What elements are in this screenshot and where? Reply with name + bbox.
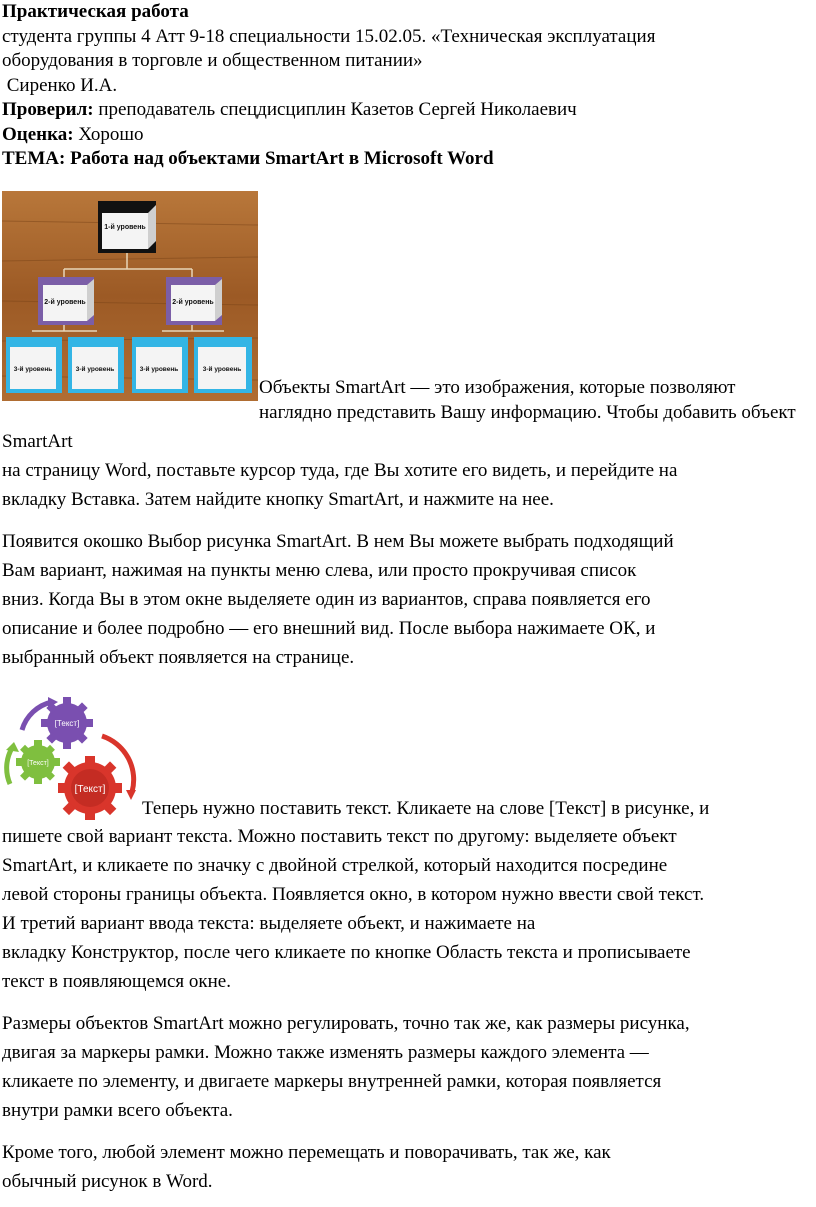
level2-box-left <box>38 277 94 325</box>
p4-line-1: Размеры объектов SmartArt можно регулировать, точно так же, как размеры рисунка, <box>2 1012 690 1034</box>
grade <box>2 123 814 148</box>
p4-line-2: двигая за маркеры рамки. Можно также изменять размеры каждого элемента — <box>2 1041 649 1063</box>
paragraph-4 <box>2 1009 814 1125</box>
level3-label-1: 3-й уровень <box>13 365 53 373</box>
level3-label-3: 3-й уровень <box>139 365 179 373</box>
level2-box-right <box>166 277 222 325</box>
grade-label: Оценка: <box>2 123 74 145</box>
red-gear <box>58 756 122 820</box>
smartart-hierarchy-image <box>2 191 258 401</box>
paragraph-2 <box>2 527 814 672</box>
level3-box-1 <box>6 337 62 393</box>
purple-gear-label: [Текст] <box>54 718 80 728</box>
p3-line-2: пишете свой вариант текста. Можно поставить текст по другому: выделяете объект <box>2 825 677 847</box>
p4-line-3: кликаете по элементу, и двигаете маркеры внутренней рамки, которая появляется <box>2 1070 662 1092</box>
grade-value: Хорошо <box>73 123 144 145</box>
checked-label: Проверил: <box>2 99 94 120</box>
p3-line-6: вкладку Конструктор, после чего кликаете по кнопке Область текста и прописываете <box>2 941 691 963</box>
p3-line-3: SmartArt, и кликаете по значку с двойной стрелкой, который находится посредине <box>2 854 668 876</box>
level1-label: 1-й уровень <box>104 223 146 231</box>
p2-line-2: Вам вариант, нажимая на пункты меню слева, или просто прокручивая список <box>2 559 637 581</box>
level2-label-right: 2-й уровень <box>172 298 214 306</box>
green-gear-label: [Текст] <box>27 759 49 767</box>
level1-box <box>98 201 156 253</box>
p2-line-3: вниз. Когда Вы в этом окне выделяете один из вариантов, справа появляется его <box>2 588 651 610</box>
student-line-2: оборудования в торговле и общественном питании» <box>2 50 423 71</box>
p4-line-4: внутри рамки всего объекта. <box>2 1099 233 1121</box>
topic-heading: ТЕМА: Работа над объектами SmartArt в Microsoft Word <box>2 148 494 169</box>
p5-line-1: Кроме того, любой элемент можно перемещать и поворачивать, так же, как <box>2 1141 611 1163</box>
p3-line-7: текст в появляющемся окне. <box>2 970 231 992</box>
level2-label-left: 2-й уровень <box>44 298 86 306</box>
p1-line-4: вкладку Вставка. Затем найдите кнопку SmartArt, и нажмите на нее. <box>2 488 554 510</box>
p3-line-5: И третий вариант ввода текста: выделяете объект, и нажимаете на <box>2 912 536 934</box>
level3-box-4 <box>194 337 252 393</box>
paragraph-3-block <box>2 696 814 996</box>
student-name: Сиренко И.А. <box>2 74 118 96</box>
level3-label-4: 3-й уровень <box>202 365 242 373</box>
student-line-1: студента группы 4 Атт 9-18 специальности 15.02.05. «Техническая эксплуатация <box>2 25 656 47</box>
p1-line-2: наглядно представить Вашу информацию. Чтобы добавить объект SmartArt <box>2 401 796 452</box>
p3-line-4: левой стороны границы объекта. Появляется окно, в котором нужно ввести свой текст. <box>2 883 705 905</box>
paragraph-1-block <box>2 191 814 514</box>
p3-line-1: Теперь нужно поставить текст. Кликаете на слове [Текст] в рисунке, и <box>142 797 710 819</box>
level3-label-2: 3-й уровень <box>75 365 115 373</box>
red-gear-label: [Текст] <box>74 783 106 795</box>
p2-line-5: выбранный объект появляется на странице. <box>2 646 355 668</box>
p1-line-3: на страницу Word, поставьте курсор туда, где Вы хотите его видеть, и перейдите на <box>2 459 678 481</box>
document-page <box>2 0 814 1196</box>
level3-box-3 <box>132 337 188 393</box>
doc-title: Практическая работа <box>2 1 189 22</box>
p1-line-1: Объекты SmartArt — это изображения, которые позволяют <box>259 376 736 398</box>
green-gear <box>16 740 60 784</box>
checked-value: преподаватель спецдисциплин Казетов Сергей Николаевич <box>93 99 577 120</box>
paragraph-5 <box>2 1138 814 1196</box>
smartart-gears-image <box>2 696 137 822</box>
p2-line-4: описание и более подробно — его внешний вид. После выбора нажимаете ОК, и <box>2 617 656 639</box>
checked-by <box>2 98 814 123</box>
p2-line-1: Появится окошко Выбор рисунка SmartArt. В нем Вы можете выбрать подходящий <box>2 530 674 552</box>
p5-line-2: обычный рисунок в Word. <box>2 1170 213 1192</box>
level3-box-2 <box>68 337 124 393</box>
